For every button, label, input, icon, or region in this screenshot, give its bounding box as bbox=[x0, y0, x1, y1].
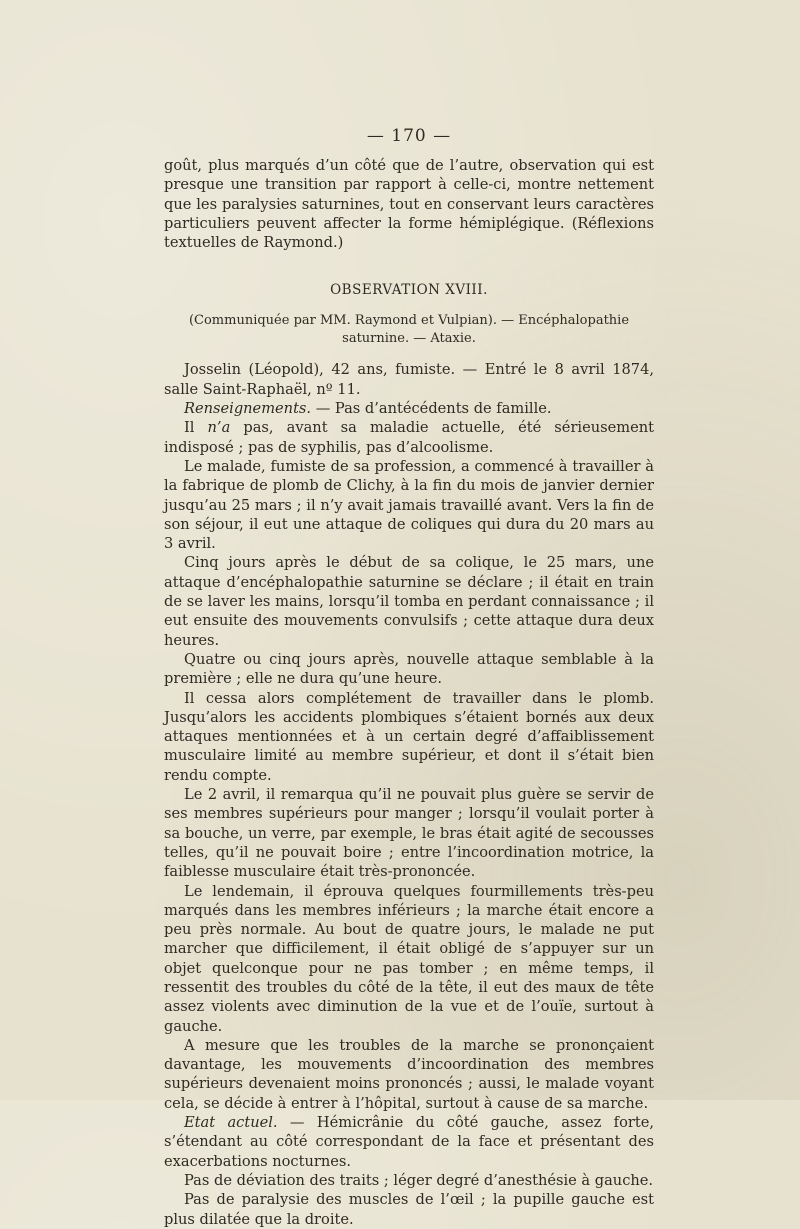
paragraph-patient-admission: Josselin (Léopold), 42 ans, fumiste. — Entré le 8 avril 1874, salle Saint-Raphaël, nº 11. bbox=[164, 361, 654, 398]
paragraph-occupation: Le malade, fumiste de sa profession, a commencé à travailler à la fabrique de plomb de Clichy, à la fin du mois de janvier dernier jusqu’au 25 mars ; il n’y avait jamais travaillé avant. Vers la fin de son séjour, il eut une attaque de coliques qui dura du 20 mars au 3 avril. bbox=[164, 457, 654, 553]
paragraph-current-state bbox=[164, 1113, 654, 1171]
paragraph-text: — Pas d’antécédents de famille. bbox=[311, 400, 552, 418]
page-number: — 170 — bbox=[366, 126, 452, 146]
emphasis-text: n’a bbox=[207, 419, 231, 437]
paragraph-gait-worsening: A mesure que les troubles de la marche se prononçaient davantage, les mouvements d’incoordination des membres supérieurs devenaient moins prononcés ; aussi, le malade voyant cela, se décide à entrer à l’hôpital, surtout à cause de sa marche. bbox=[164, 1036, 654, 1112]
paragraph-face: Pas de déviation des traits ; léger degré d’anesthésie à gauche. bbox=[184, 1171, 654, 1189]
observation-title: OBSERVATION XVIII. bbox=[330, 282, 488, 299]
paragraph-text: — Hémicrânie du côté gauche, assez forte, s’étendant au côté correspondant de la face et présentant des exacerbations nocturnes. bbox=[164, 1114, 654, 1170]
observation-communication: (Communiquée par MM. Raymond et Vulpian). — Encéphalopathie saturnine. — Ataxie. bbox=[188, 313, 630, 347]
paragraph-next-day: Le lendemain, il éprouva quelques fourmillements très-peu marqués dans les membres inférieurs ; la marche était encore a peu près normale. Au bout de quatre jours, le malade ne put marcher que difficilement, il était obligé de s’appuyer sur un objet quelconque pour ne pas tomber ; en même temps, il ressentit des troubles du côté de la tête, il eut des maux de tête assez violents avec diminution de la vue et de l’ouïe, surtout à gauche. bbox=[164, 882, 654, 1035]
paragraph-second-attack: Quatre ou cinq jours après, nouvelle attaque semblable à la première ; elle ne dura qu’une heure. bbox=[164, 650, 654, 688]
section-label-etat-actuel: Etat actuel. bbox=[184, 1114, 278, 1132]
paragraph-april-2: Le 2 avril, il remarqua qu’il ne pouvait plus guère se servir de ses membres supérieurs pour manger ; lorsqu’il voulait porter à sa bouche, un verre, par exemple, le bras était agité de secousses telles, qu’il ne pouvait boire ; entre l’incoordination motrice, la faiblesse musculaire était très-prononcée. bbox=[164, 786, 654, 881]
paragraph-stopped-work: Il cessa alors complétement de travailler dans le plomb. Jusqu’alors les accidents plombiques s’étaient bornés aux deux attaques mentionnées et à un certain degré d’affaiblissement musculaire limité au membre supérieur, et dont il s’était bien rendu compte. bbox=[164, 689, 654, 784]
paragraph-family-history bbox=[164, 399, 654, 418]
section-label-renseignements: Renseignements. bbox=[184, 400, 312, 418]
document-page bbox=[164, 126, 654, 1229]
paragraph-first-attack: Cinq jours après le début de sa colique, le 25 mars, une attaque d’encéphalopathie saturnine se déclare ; il était en train de se laver les mains, lorsqu’il tomba en perdant connaissance ; il eut ensuite des mouvements convulsifs ; cette attaque dura deux heures. bbox=[164, 554, 654, 649]
paragraph-text: Il bbox=[184, 419, 208, 437]
paragraph-eyes: Pas de paralysie des muscles de l’œil ; la pupille gauche est plus dilatée que la droite. bbox=[164, 1191, 654, 1228]
paragraph-personal-history bbox=[164, 418, 654, 457]
lead-paragraph: goût, plus marqués d’un côté que de l’autre, observation qui est presque une transition par rapport à celle-ci, montre nettement que les paralysies saturnines, tout en conservant leurs caractères particuliers peuvent affecter la forme hémiplégique. (Réflexions textuelles de Raymond.) bbox=[164, 157, 654, 252]
paragraph-text: pas, avant sa maladie actuelle, été sérieusement indisposé ; pas de syphilis, pas d’alcoolisme. bbox=[164, 419, 654, 456]
